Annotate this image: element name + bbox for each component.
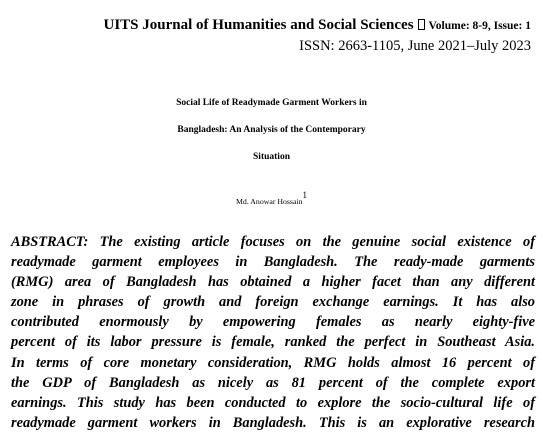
title-line: Social Life of Readymade Garment Workers in: [176, 98, 367, 108]
author-line: [0, 190, 543, 211]
journal-name: UITS Journal of Humanities and Social Sciences: [103, 17, 414, 33]
abstract-line: ABSTRACT: The existing article focuses on the genuine social existence of: [11, 234, 535, 250]
volume-issue: Volume: 8-9, Issue: 1: [428, 20, 531, 32]
abstract-line: readymade garment workers in Bangladesh. This is an explorative research: [11, 414, 535, 431]
article-title: [0, 90, 543, 171]
title-line: Situation: [253, 152, 290, 162]
abstract-line: (RMG) area of Bangladesh has obtained a higher facet than any different: [11, 274, 535, 291]
abstract: [11, 232, 535, 433]
author-name: Md. Anowar Hossain: [236, 197, 303, 206]
affiliation-mark: 1: [302, 190, 307, 200]
journal-header: [104, 16, 532, 35]
abstract-line: readymade garment employees in Bangladesh. The ready-made garments: [11, 254, 535, 271]
abstract-line: the GDP of Bangladesh as nicely as 81 percent of the complete export: [11, 374, 535, 391]
issn-date: ISSN: 2663-1105, June 2021–July 2023: [299, 38, 531, 54]
title-line: Bangladesh: An Analysis of the Contemporary: [177, 125, 366, 135]
abstract-line: percent of its labor pressure is female, ranked the perfect in Southeast Asia.: [11, 334, 535, 351]
separator-box-icon: [418, 19, 425, 30]
abstract-line: contributed enormously by empowering females as nearly eighty-five: [11, 314, 535, 331]
abstract-line: earnings. This study has been conducted to explore the socio-cultural life of: [11, 394, 535, 411]
abstract-line: zone in phrases of growth and foreign exchange earnings. It has also: [11, 294, 535, 311]
abstract-line: In terms of core monetary consideration, RMG holds almost 16 percent of: [11, 354, 535, 371]
